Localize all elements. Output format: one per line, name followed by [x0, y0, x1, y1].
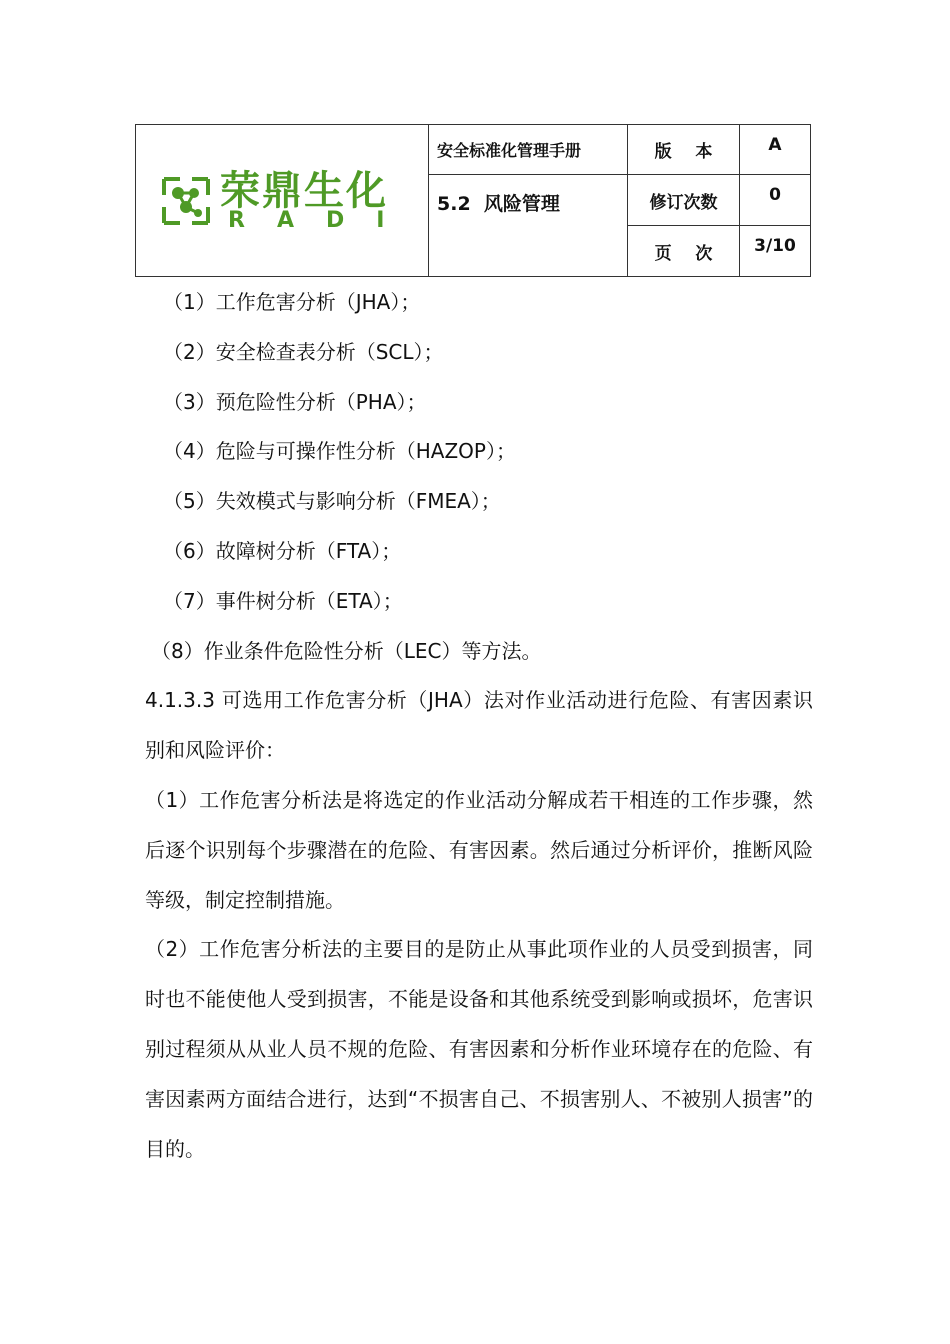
- list-item: （5）失效模式与影响分析（FMEA）；: [163, 489, 501, 514]
- manual-title: 安全标准化管理手册: [429, 125, 628, 175]
- logo-english-name: RADI: [228, 207, 417, 233]
- revision-value: 0: [740, 175, 811, 226]
- section-title: 5.2 风险管理: [429, 175, 628, 277]
- page-number-value: 3/10: [740, 226, 811, 277]
- molecule-logo-icon: [160, 175, 212, 227]
- list-item: （2）安全检查表分析（SCL）；: [163, 339, 444, 364]
- logo-chinese-name: 荣鼎生化: [220, 167, 388, 214]
- list-item: （7）事件树分析（ETA）；: [163, 588, 403, 613]
- list-item-8: （8）作业条件危险性分析（LEC）等方法。: [151, 638, 542, 663]
- paragraph-1: （1）工作危害分析法是将选定的作业活动分解成若干相连的工作步骤，然后逐个识别每个步骤潜在的危险、有害因素。然后通过分析评价，推断风险等级，制定控制措施。: [145, 787, 813, 912]
- document-header-table: [135, 124, 811, 277]
- page-label: 页 次: [628, 226, 740, 277]
- section-paragraph: 4.1.3.3 可选用工作危害分析（JHA）法对作业活动进行危险、有害因素识别和风险评价：: [145, 688, 813, 763]
- list-item: （1）工作危害分析（JHA）；: [163, 290, 421, 314]
- paragraph-2: （2）工作危害分析法的主要目的是防止从事此项作业的人员受到损害，同时也不能使他人受到损害，不能是设备和其他系统受到影响或损坏，危害识别过程须从从业人员不规的危险、有害因素和分析作业环境存在的危险、有害因素两方面结合进行，达到“不损害自己、不损害别人、不被别人损害”的目的。: [145, 937, 813, 1161]
- list-item: （4）危险与可操作性分析（HAZOP）；: [163, 439, 516, 464]
- version-label: 版 本: [628, 125, 740, 175]
- company-logo: [136, 167, 428, 233]
- revision-label: 修订次数: [628, 175, 740, 226]
- list-item: （6）故障树分析（FTA）；: [163, 538, 402, 563]
- version-value: A: [740, 125, 811, 175]
- document-body: [145, 278, 813, 1174]
- list-item: （3）预危险性分析（PHA）；: [163, 389, 427, 414]
- logo-cell: [136, 125, 429, 277]
